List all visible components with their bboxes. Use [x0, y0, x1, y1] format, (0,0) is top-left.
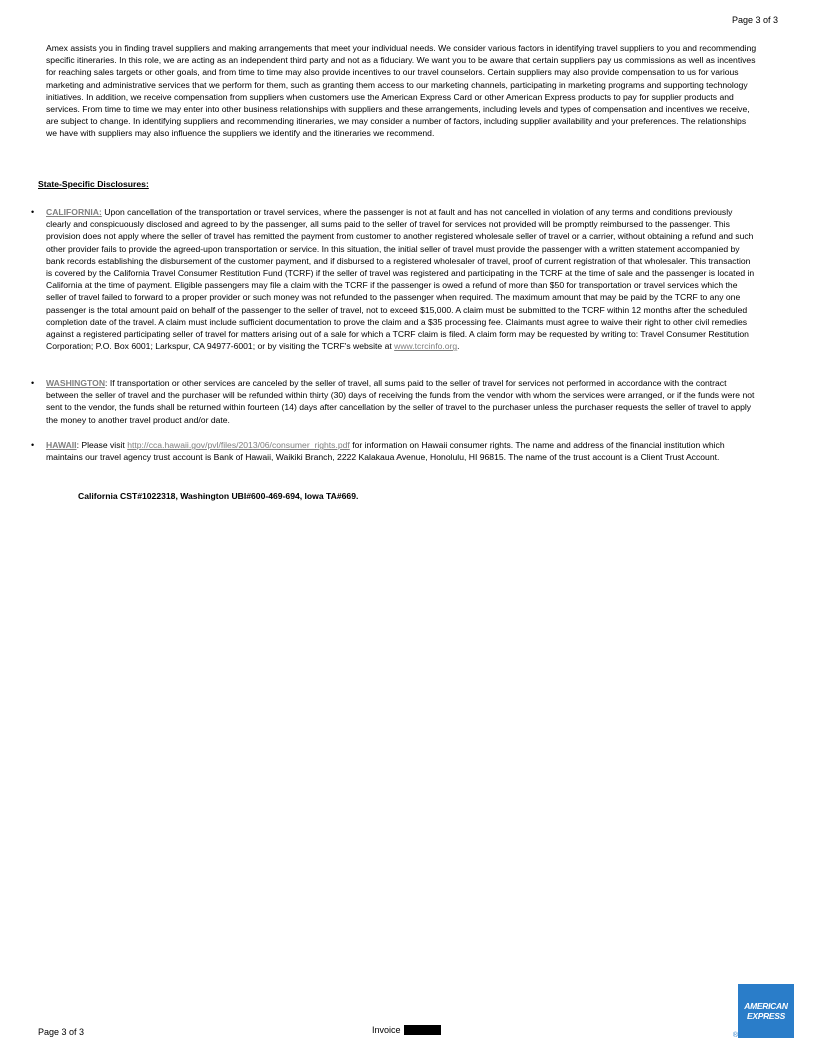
page-indicator-footer: Page 3 of 3 [38, 1027, 85, 1037]
california-end: . [457, 341, 460, 352]
license-numbers: California CST#1022318, Washington UBI#600-469-694, Iowa TA#669. [78, 491, 359, 501]
disclosure-california [46, 206, 758, 352]
invoice-label [372, 1025, 441, 1035]
page-indicator-top: Page 3 of 3 [731, 15, 778, 25]
disclosure-washington [46, 377, 758, 426]
state-label-california: CALIFORNIA: [46, 207, 102, 217]
bullet-washington: • [31, 378, 35, 388]
logo-line-2: EXPRESS [746, 1011, 786, 1021]
washington-text: : If transportation or other services are canceled by the seller of travel, all sums paid to the seller of travel for services not performed in accordance with the contract between the seller of travel and the purchaser will be refunded within thirty (30) days of receiving the funds from the vendor with whom the services were arranged, or if the funds were not sent to the vendor, the funds shall be returned within fourteen (14) days after cancellation by the seller of travel to the purchaser unless the purchaser requests the seller of travel to apply the money to another travel product and/or date. [46, 378, 755, 425]
redacted-invoice-number [404, 1025, 441, 1035]
hawaii-text: for information on Hawaii consumer rights. The name and address of the financial institution which maintains our travel agency trust account is Bank of Hawaii, Waikiki Branch, 2222 Kalakaua Avenue, Honolulu, HI 96815. The name of the trust account is a Client Trust Account. [46, 440, 725, 463]
supplier-relationship-disclosure: Amex assists you in finding travel suppliers and making arrangements that meet your individual needs. We consider various factors in identifying travel suppliers to you and recommending specific itineraries. In this role, we are acting as an independent third party and not as a fiduciary. We want you to be aware that certain suppliers pay us commissions as well as incentives for reaching sales targets or other goals, and from time to time may also provide incentives to our travel counselors. Certain suppliers may also provide compensation to us for various marketing and administrative services that we perform for them, such as granting them access to our marketing channels, participating in marketing programs and supporting technology initiatives. In addition, we receive compensation from suppliers when customers use the American Express Card or other American Express products to pay for supplier products and services. From time to time we may enter into other business relationships with suppliers and these arrangements, including levels and types of compensation and incentives we receive, are subject to change. In identifying suppliers and recommending itineraries, we may consider a number of factors, including supplier availability and your preferences. The relationships we have with suppliers may also influence the suppliers we identify and the itineraries we recommend. [46, 43, 757, 139]
bullet-hawaii: • [31, 440, 35, 450]
state-label-washington: WASHINGTON [46, 378, 106, 388]
california-text: Upon cancellation of the transportation or travel services, where the passenger is not at fault and has not cancelled in violation of any terms and conditions previously clearly and conspicuously disclosed and agreed to by the passenger, all sums paid to the seller of travel for services not provided will be promptly reimbursed to the passenger. This provision does not apply where the seller of travel has remitted the payment from customer to another registered wholesale seller of travel or a carrier, without obtaining a refund and such other provider fails to provide the agreed-upon transportation or service. In this situation, the initial seller of travel must provide the passenger with a written statement accompanied by bank records establishing the disbursement of the customer payment, and if disbursed to a registered wholesaler of travel, proof of current registration of that wholesaler. This transaction is covered by the California Travel Consumer Restitution Fund (TCRF) if the seller of travel was registered and participating in the TCRF at the time of sale and the passenger is located in California at the time of payment. Eligible passengers may file a claim with the TCRF if the passenger is owed a refund of more than $50 for transportation or travel services which the seller of travel failed to forward to a proper provider or such money was not refunded to the passenger when required. The maximum amount that may be paid by the TCRF to any one passenger is the total amount paid on behalf of the passenger to the seller of travel, not to exceed $15,000. A claim must be submitted to the TCRF within 12 months after the scheduled completion date of the travel. A claim must include sufficient documentation to prove the claim and a $35 processing fee. Claimants must agree to waive their right to other civil remedies against a registered participating seller of travel for matters arising out of a sale for which a TCRF claim is filed. A claim form may be requested by writing to: Travel Consumer Restitution Corporation; P.O. Box 6001; Larkspur, CA 94977-6001; or by visiting the TCRF's website at [46, 207, 755, 352]
logo-line-1: AMERICAN [744, 1001, 788, 1011]
disclosure-hawaii [46, 439, 758, 463]
hawaii-text-before: : Please visit [76, 440, 128, 450]
state-label-hawaii: HAWAII [46, 440, 77, 450]
american-express-logo [738, 984, 794, 1038]
invoice-label-text: Invoice [372, 1025, 401, 1035]
tcrf-website-link[interactable]: www.tcrcinfo.org [394, 341, 458, 352]
registered-mark: ® [732, 1032, 738, 1039]
bullet-california: • [31, 207, 35, 217]
hawaii-consumer-rights-link[interactable]: http://cca.hawaii.gov/pvl/files/2013/06/consumer_rights.pdf [127, 440, 350, 450]
section-heading: State-Specific Disclosures: [38, 179, 149, 189]
